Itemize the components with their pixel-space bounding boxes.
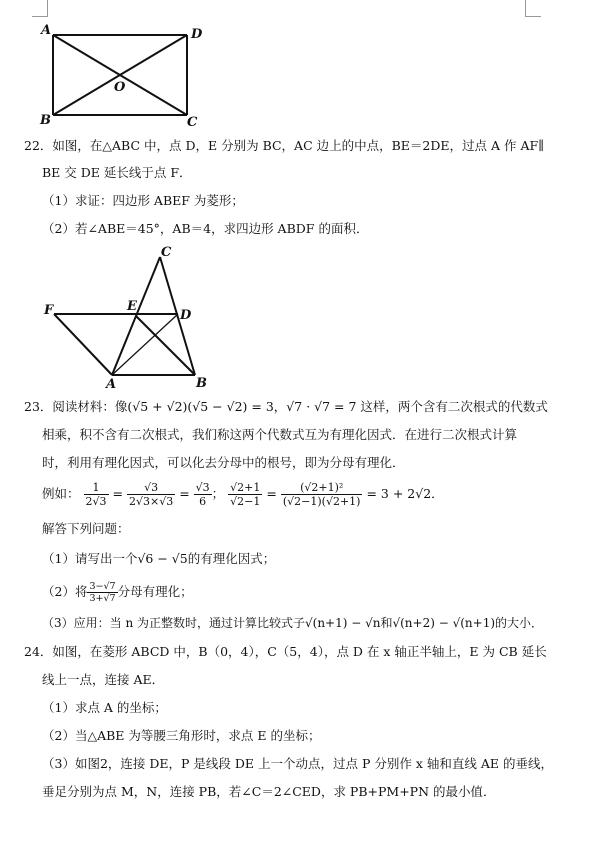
label-E: E (127, 299, 137, 314)
q23-solve: 解答下列问题： (42, 521, 130, 536)
label-B: B (196, 376, 207, 391)
example-fraction-2: $\frac{√3}{2√3\times√3}$ (128, 481, 174, 508)
q22-sub2: （2）若∠ABE＝45°，AB＝4，求四边形 ABDF 的面积． (42, 221, 369, 236)
q24-sub3a: （3）如图2，连接 DE，P 是线段 DE 上一个动点，过点 P 分别作 x 轴和直线 AE 的垂线， (42, 756, 553, 771)
sub2-fraction: $\frac{3-√7}{3+√7}$ (89, 581, 116, 604)
q22-sub1: （1）求证：四边形 ABEF 为菱形； (42, 193, 244, 208)
example-result: = 3 + 2√2． (366, 486, 444, 501)
label-O: O (114, 80, 126, 95)
page-corner-mark-right-h (525, 16, 541, 17)
label-B: B (40, 113, 51, 128)
q23-sub3: （3）应用：当 n 为正整数时，通过计算比较式子√(n+1) − √n和√(n+2) − √(n+1)的大小． (42, 616, 544, 630)
label-F: F (44, 303, 54, 318)
q22-line2: BE 交 DE 延长线于点 F． (42, 165, 192, 180)
example-prefix: 例如： (42, 486, 80, 501)
example-fraction-4: $\frac{√2+1}{√2-1}$ (230, 481, 261, 508)
label-D: D (180, 308, 192, 323)
q24-sub2: （2）当△ABE 为等腰三角形时，求点 E 的坐标； (42, 728, 321, 743)
example-fraction-3: $\frac{√3}{6}$ (195, 481, 210, 508)
page-corner-mark-left (47, 0, 48, 16)
q22-line1: 22．如图，在△ABC 中，点 D，E 分别为 BC，AC 边上的中点，BE＝2DE，过点 A 作 AF∥ (24, 138, 544, 153)
q24-line2: 线上一点，连接 AE． (42, 672, 165, 687)
q23-line3: 时，利用有理化因式，可以化去分母中的根号，即为分母有理化． (42, 455, 405, 470)
q24-sub1: （1）求点 A 的坐标； (42, 700, 167, 715)
example-fraction-1: $\frac{1}{2√3}$ (85, 481, 107, 508)
q23-line1: 23．阅读材料：像(√5 + √2)(√5 − √2) = 3，√7 · √7 = 7 这样，两个含有二次根式的代数式 (24, 399, 548, 414)
q24-line1: 24．如图，在菱形 ABCD 中，B（0，4），C（5，4），点 D 在 x 轴正半轴上，E 为 CB 延长 (24, 644, 547, 659)
q23-example: 例如： $\frac{1}{2√3}$ = $\frac{√3}{2√3\times√3}$ = $\frac{√3}{6}$ ； $\frac{√2+1}{√2-1}$ = $\frac{\text{(√2+1)²}}{(√2-1)(√2+1)}$ = 3 + 2√2． (42, 481, 444, 508)
triangle-rhombus-figure (40, 242, 220, 392)
page-corner-mark-right (525, 0, 526, 16)
q23-sub2: （2）将 $\frac{3-√7}{3+√7}$ 分母有理化； (42, 581, 193, 604)
label-C: C (161, 245, 172, 260)
page-corner-mark-left-h (32, 16, 48, 17)
label-A: A (106, 377, 117, 392)
rectangle-figure (36, 20, 216, 132)
q23-sub1: （1）请写出一个√6 − √5的有理化因式； (42, 551, 276, 566)
label-C: C (187, 115, 198, 130)
label-D: D (191, 27, 203, 42)
label-A: A (41, 23, 52, 38)
q24-sub3b: 垂足分别为点 M，N，连接 PB，若∠C＝2∠CED，求 PB+PM+PN 的最小值． (42, 784, 496, 799)
q23-line2: 相乘，积不含有二次根式，我们称这两个代数式互为有理化因式．在进行二次根式计算 (42, 427, 518, 442)
example-fraction-5: $\frac{\text{(√2+1)²}}{(√2-1)(√2+1)}$ (282, 481, 361, 508)
